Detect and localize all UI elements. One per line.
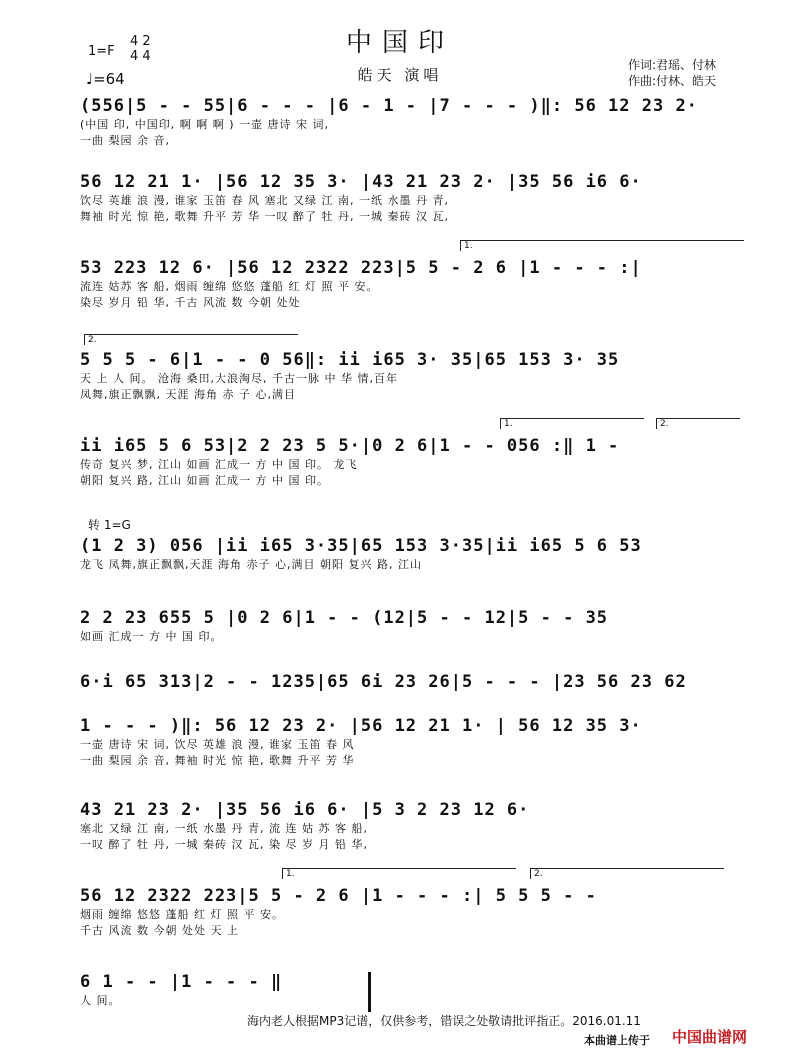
score-system-7 (80, 608, 740, 644)
volta-first-ending: 1. (500, 418, 644, 429)
time-signature (130, 34, 151, 64)
lyric-line-2: 千古 风流 数 今朝 处处 天 上 (80, 924, 239, 937)
notation-line: 2 2 23 655 5 |0 2 6|1 - - (12|5 - - 12|5 - - 35 (80, 608, 609, 628)
lyric-line-1: 如画 汇成一 方 中 国 印。 (80, 630, 223, 643)
lyric-line-2: 染尽 岁月 铅 华, 千古 风流 数 今朝 处处 (80, 296, 301, 309)
lyric-line-1: 一壶 唐诗 宋 词, 饮尽 英雄 浪 漫, 谁家 玉笛 春 风 (80, 738, 355, 751)
singer-credit: 皓天 演唱 (357, 66, 443, 84)
lyric-line-2: 舞袖 时光 惊 艳, 歌舞 升平 芳 华 一叹 醉了 牡 丹, 一城 秦砖 汉 瓦, (80, 210, 449, 223)
site-logo[interactable]: 中国曲谱网 (672, 1028, 748, 1046)
volta-first-ending: 1. (282, 868, 516, 879)
lyric-line-1: 人 间。 (80, 994, 121, 1007)
lyric-line-1: 天 上 人 间。 沧海 桑田,大浪淘尽, 千古一脉 中 华 情,百年 (80, 372, 398, 385)
transcription-note: 海内老人根据MP3记谱，仅供参考，错误之处敬请批评指正。2016.01.11 (247, 1014, 641, 1028)
tempo-marking: ♩=64 (86, 70, 125, 88)
lyric-line-1: 烟雨 缠绵 悠悠 蓬船 红 灯 照 平 安。 (80, 908, 284, 921)
lyric-line-1: 塞北 又绿 江 南, 一纸 水墨 丹 青, 流 连 姑 苏 客 船, (80, 822, 368, 835)
notation-line: 6 1 - - |1 - - - ‖ (80, 972, 283, 992)
lyric-line-1: (中国 印, 中国印, 啊 啊 啊 ) 一壶 唐诗 宋 词, (80, 118, 330, 131)
score-system-4 (80, 350, 740, 402)
time-signature-top: 4 2 (130, 34, 151, 49)
lyric-line-1: 传奇 复兴 梦, 江山 如画 汇成一 方 中 国 印。 龙飞 (80, 458, 358, 471)
lyricist-credit: 作词:君瑶、付林 (628, 58, 717, 72)
score-system-10 (80, 800, 740, 852)
lyric-line-2: 一曲 梨园 余 音, (80, 134, 170, 147)
score-system-3 (80, 258, 740, 310)
lyric-line-1: 龙飞 凤舞,旗正飘飘,天涯 海角 赤子 心,满目 朝阳 复兴 路, 江山 (80, 558, 422, 571)
lyric-line-2: 一曲 梨园 余 音, 舞袖 时光 惊 艳, 歌舞 升平 芳 华 (80, 754, 355, 767)
score-system-2 (80, 172, 740, 224)
notation-line: (556|5 - - 55|6 - - - |6 - 1 - |7 - - - )‖: 56 12 23 2· (80, 96, 698, 116)
volta-second-ending: 2. (656, 418, 740, 429)
notation-line: 43 21 23 2· |35 56 i6 6· |5 3 2 23 12 6· (80, 800, 530, 820)
score-system-12 (80, 972, 740, 1008)
notation-line: ii i65 5 6 53|2 2 23 5 5·|0 2 6|1 - - 056 :‖ 1 - (80, 436, 620, 456)
score-system-9 (80, 716, 740, 768)
lyric-line-1: 流连 姑苏 客 船, 烟雨 缠绵 悠悠 蓬船 红 灯 照 平 安。 (80, 280, 379, 293)
notation-line: 1 - - - )‖: 56 12 23 2· |56 12 21 1· | 56 12 35 3· (80, 716, 642, 736)
volta-second-ending: 2. (530, 868, 724, 879)
score-system-8 (80, 672, 740, 692)
notation-line: 5 5 5 - 6|1 - - 0 56‖: ii i65 3· 35|65 153 3· 35 (80, 350, 620, 370)
score-system-11 (80, 886, 740, 938)
time-signature-bottom: 4 4 (130, 49, 151, 64)
notation-line: 56 12 21 1· |56 12 35 3· |43 21 23 2· |35 56 i6 6· (80, 172, 642, 192)
song-title: 中国印 (345, 28, 454, 58)
lyric-line-2: 朝阳 复兴 路, 江山 如画 汇成一 方 中 国 印。 (80, 474, 329, 487)
lyric-line-2: 凤舞,旗正飘飘, 天涯 海角 赤 子 心,满目 (80, 388, 296, 401)
modulation-marking: 转 1=G (88, 518, 131, 532)
notation-line: 6·i 65 313|2 - - 1235|65 6i 23 26|5 - - - |23 56 23 62 (80, 672, 687, 692)
final-barline (368, 972, 371, 1012)
volta-second-ending: 2. (84, 334, 298, 345)
composer-credit: 作曲:付林、皓天 (628, 74, 717, 88)
notation-line: (1 2 3) 056 |ii i65 3·35|65 153 3·35|ii i65 5 6 53 (80, 536, 642, 556)
lyric-line-2: 一叹 醉了 牡 丹, 一城 秦砖 汉 瓦, 染 尽 岁 月 铅 华, (80, 838, 368, 851)
score-system-5 (80, 436, 740, 488)
notation-line: 56 12 2322 223|5 5 - 2 6 |1 - - - :| 5 5 5 - - (80, 886, 597, 906)
key-signature: 1=F (88, 44, 115, 59)
score-system-1 (80, 96, 740, 148)
notation-line: 53 223 12 6· |56 12 2322 223|5 5 - 2 6 |1 - - - :| (80, 258, 642, 278)
lyric-line-1: 饮尽 英雄 浪 漫, 谁家 玉笛 春 风 塞北 又绿 江 南, 一纸 水墨 丹 青, (80, 194, 449, 207)
upload-credit: 本曲谱上传于 (584, 1034, 650, 1047)
volta-first-ending: 1. (460, 240, 744, 251)
score-system-6 (80, 536, 740, 572)
